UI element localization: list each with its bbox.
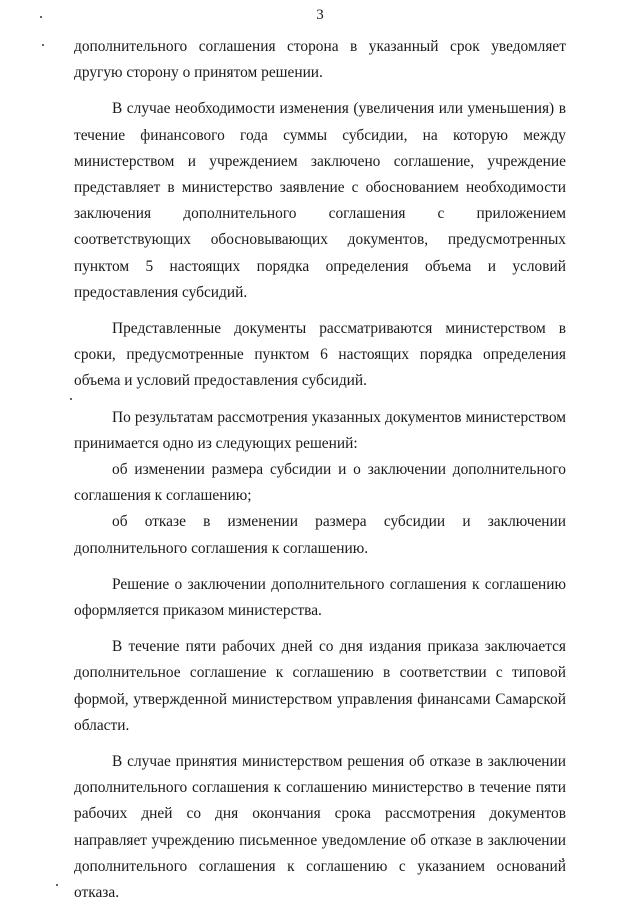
paragraph: По результатам рассмотрения указанных документов министерством принимается одно из следующих решений: [74,408,566,452]
list-item: об отказе в изменении размера субсидии и заключении дополнительного соглашения к соглашению. [74,513,566,557]
list-item: об изменении размера субсидии и о заключении дополнительного соглашения к соглашению; [74,461,566,505]
scan-speck [56,884,58,886]
paragraph: Представленные документы рассматриваются министерством в сроки, предусмотренные пунктом 6 настоящих порядка определения объема и условий предоставления субсидий. [74,320,566,390]
scan-speck [42,44,44,46]
body-text [74,34,566,906]
paragraph: В случае необходимости изменения (увеличения или уменьшения) в течение финансового года суммы субсидии, на которую между министерством и учреждением заключено соглашение, учреждение представляет в министерство заявление с обоснованием необходимости заключения дополнительного соглашения с приложением соответствующих обосновывающих документов, предусмотренных пунктом 5 настоящих порядка определения объема и условий предоставления субсидий. [74,100,566,301]
page-number: 3 [316,7,324,23]
paragraph: В случае принятия министерством решения об отказе в заключении дополнительного соглашения к соглашению министерство в течение пяти рабочих дней со дня окончания срока рассмотрения документов направляет учреждению письменное уведомление об отказе в заключении дополнительного соглашения к соглашению с указанием оснований отказа. [74,753,566,902]
paragraph: дополнительного соглашения сторона в указанный срок уведомляет другую сторону о принятом решении. [74,38,566,82]
scan-speck [70,398,72,400]
paragraph: Решение о заключении дополнительного соглашения к соглашению оформляется приказом министерства. [74,575,566,620]
paragraph: В течение пяти рабочих дней со дня издания приказа заключается дополнительное соглашение к соглашению в соответствии с типовой формой, утвержденной министерством управления финансами Самарской области. [74,638,566,734]
scan-speck [40,16,42,18]
